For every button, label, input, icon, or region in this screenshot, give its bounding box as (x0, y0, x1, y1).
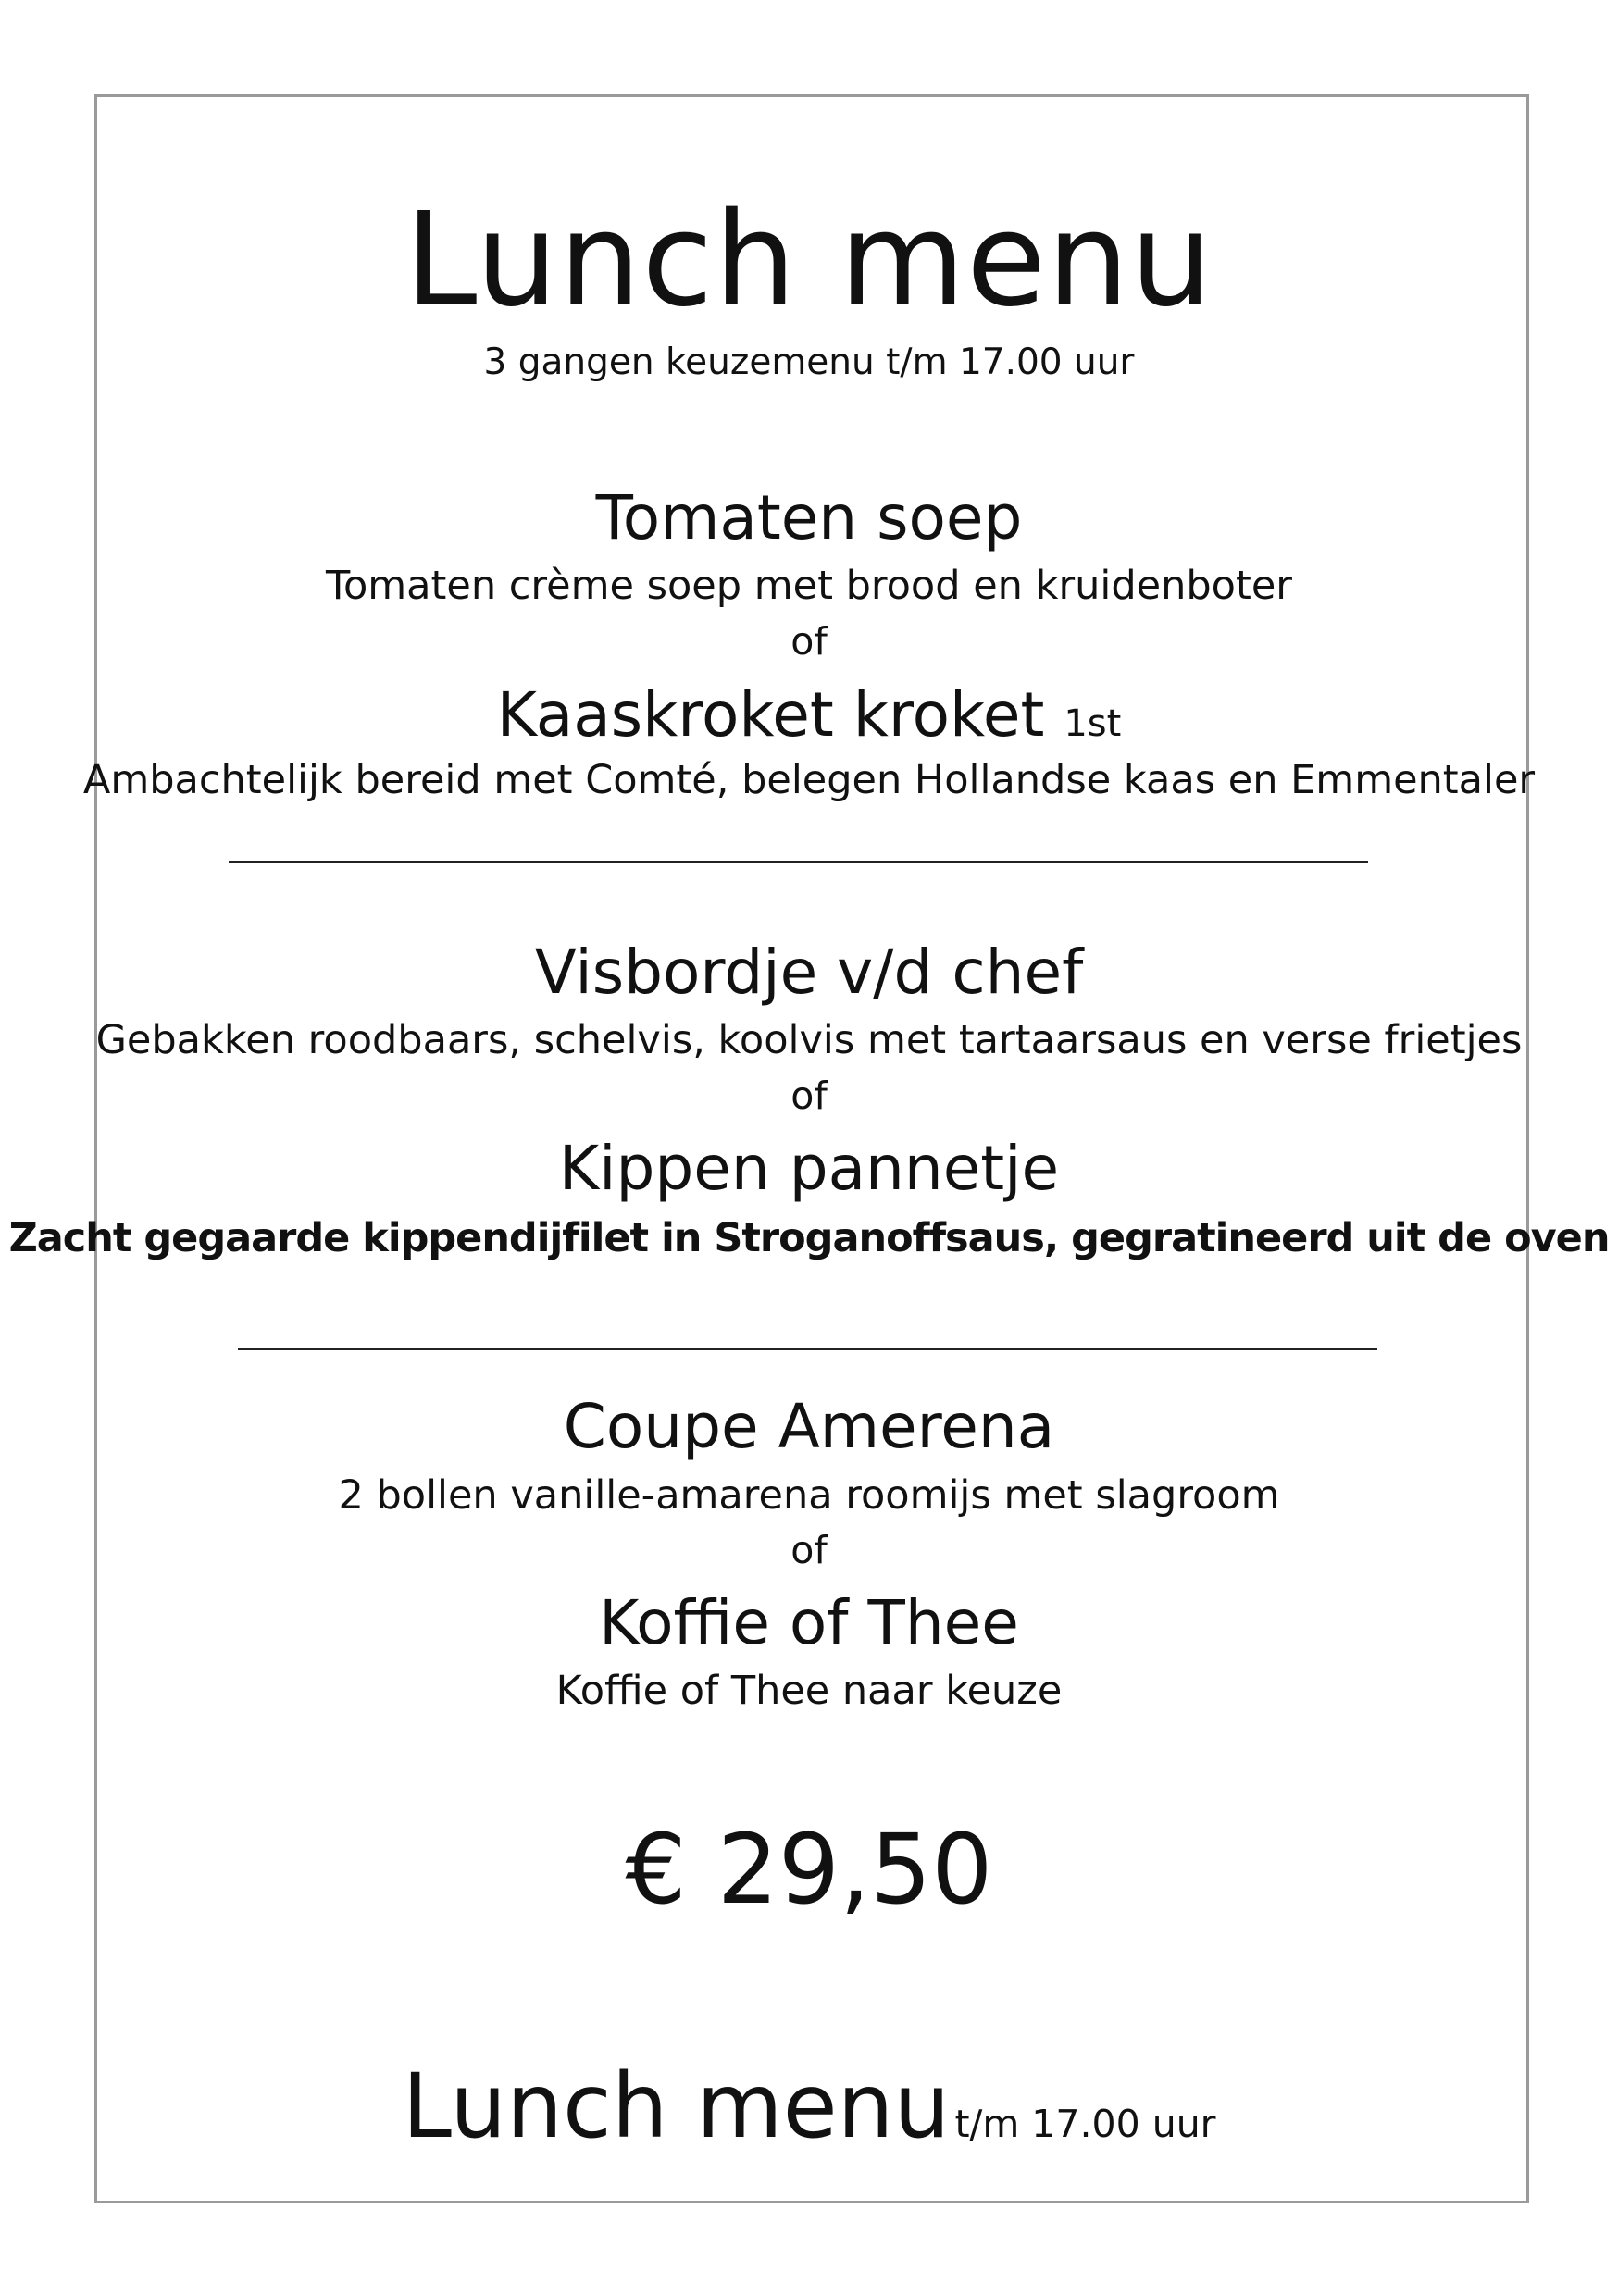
menu-price: € 29,50 (625, 1813, 993, 1926)
dish-quantity-kaaskroket: 1st (1064, 702, 1122, 745)
menu-subtitle: 3 gangen keuzemenu t/m 17.00 uur (483, 341, 1135, 383)
dish-description-coupe-amerena: 2 bollen vanille-amarena roomijs met slagroom (338, 1472, 1280, 1519)
footer-subtitle: t/m 17.00 uur (954, 2102, 1216, 2146)
dish-name-tomaten-soep: Tomaten soep (595, 482, 1023, 553)
dish-name-kippen-pannetje: Kippen pannetje (558, 1133, 1060, 1204)
dish-name-kaaskroket (0, 679, 1618, 751)
course-2-separator: of (790, 1074, 828, 1118)
dish-name-koffie-of-thee: Koffie of Thee (599, 1587, 1019, 1658)
footer (0, 2054, 1618, 2158)
dish-description-koffie-of-thee: Koffie of Thee naar keuze (555, 1668, 1063, 1714)
dish-description-kaaskroket: Ambachtelijk bereid met Comté, belegen Hollandse kaas en Emmentaler (82, 757, 1536, 803)
course-1-separator: of (790, 619, 828, 664)
dish-description-tomaten-soep: Tomaten crème soep met brood en kruidenboter (326, 563, 1292, 609)
course-divider-2 (238, 1348, 1377, 1350)
dish-name-coupe-amerena: Coupe Amerena (563, 1391, 1055, 1462)
dish-description-kippen-pannetje: Zacht gegaarde kippendijfilet in Stroganoffsaus, gegratineerd uit de oven (8, 1215, 1610, 1261)
course-3-separator: of (790, 1528, 828, 1572)
dish-name-visbordje: Visbordje v/d chef (534, 937, 1084, 1008)
course-divider-1 (229, 861, 1368, 863)
dish-description-visbordje: Gebakken roodbaars, schelvis, koolvis met tartaarsaus en verse frietjes (95, 1017, 1523, 1063)
footer-title: Lunch menu (402, 2054, 951, 2158)
dish-name-kaaskroket-label: Kaaskroket kroket (496, 679, 1045, 751)
menu-title: Lunch menu (404, 185, 1214, 336)
